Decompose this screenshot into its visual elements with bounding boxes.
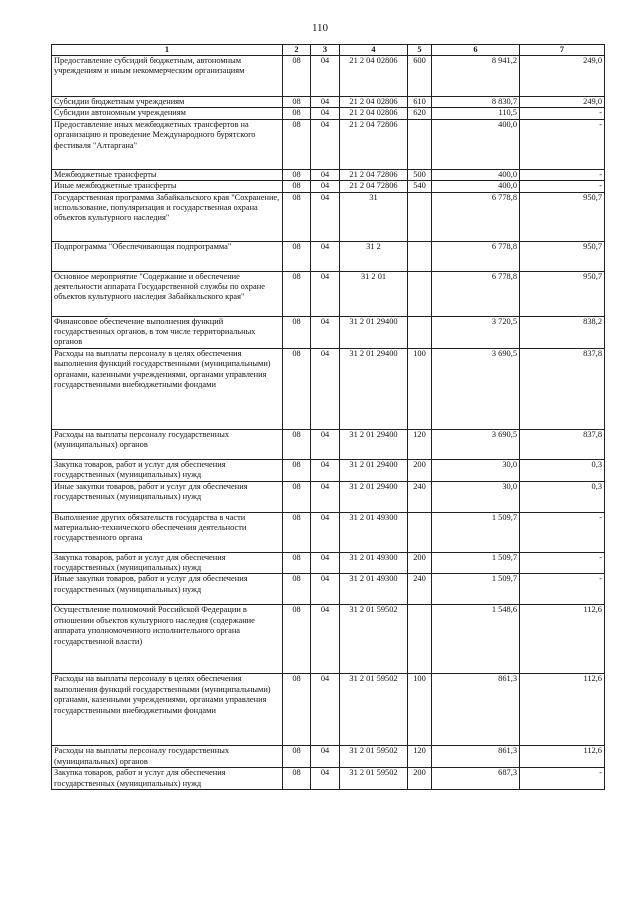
amount-secondary-cell: 0,3	[520, 459, 605, 481]
row-name-cell: Расходы на выплаты персоналу государственных (муниципальных) органов	[52, 746, 283, 768]
target-article-cell: 31 2 01 59502	[340, 605, 408, 674]
section-code-cell: 08	[283, 574, 311, 605]
row-name-cell: Закупка товаров, работ и услуг для обеспечения государственных (муниципальных) нужд	[52, 768, 283, 790]
expense-type-cell	[408, 241, 432, 271]
expense-type-cell: 100	[408, 674, 432, 746]
expense-type-cell: 620	[408, 108, 432, 119]
expense-type-cell	[408, 192, 432, 241]
amount-cell: 400,0	[432, 181, 520, 192]
amount-cell: 6 778,8	[432, 271, 520, 316]
table-row	[52, 768, 605, 790]
table-row	[52, 181, 605, 192]
amount-cell: 687,3	[432, 768, 520, 790]
table-row	[52, 429, 605, 459]
section-code-cell: 08	[283, 181, 311, 192]
row-name-cell: Закупка товаров, работ и услуг для обеспечения государственных (муниципальных) нужд	[52, 552, 283, 574]
expense-type-cell: 100	[408, 348, 432, 429]
row-name-cell: Предоставление иных межбюджетных трансфертов на организацию и проведение Международного бурятского фестиваля "Алтаргана"	[52, 119, 283, 169]
amount-cell: 1 509,7	[432, 574, 520, 605]
table-row	[52, 271, 605, 316]
table-row	[52, 605, 605, 674]
target-article-cell: 31 2 01 29400	[340, 348, 408, 429]
expense-type-cell: 200	[408, 768, 432, 790]
amount-cell: 861,3	[432, 674, 520, 746]
amount-secondary-cell: 112,6	[520, 605, 605, 674]
section-code-cell: 08	[283, 108, 311, 119]
target-article-cell: 21 2 04 02806	[340, 108, 408, 119]
amount-secondary-cell: 249,0	[520, 97, 605, 108]
row-name-cell: Выполнение других обязательств государства в части материально-технического обеспечения деятельности государственного органа	[52, 512, 283, 552]
table-row	[52, 192, 605, 241]
expense-type-cell	[408, 119, 432, 169]
expense-type-cell: 600	[408, 56, 432, 97]
subsection-code-cell: 04	[311, 241, 340, 271]
amount-secondary-cell: -	[520, 169, 605, 180]
section-code-cell: 08	[283, 192, 311, 241]
table-row	[52, 108, 605, 119]
section-code-cell: 08	[283, 169, 311, 180]
row-name-cell: Предоставление субсидий бюджетным, автономным учреждениям и иным некоммерческим организациям	[52, 56, 283, 97]
subsection-code-cell: 04	[311, 746, 340, 768]
amount-secondary-cell: 249,0	[520, 56, 605, 97]
subsection-code-cell: 04	[311, 97, 340, 108]
row-name-cell: Расходы на выплаты персоналу в целях обеспечения выполнения функций государственными (муниципальными) органами, казенными учреждениями, органами управления государственными внебюджетными фондами	[52, 348, 283, 429]
amount-secondary-cell: 950,7	[520, 192, 605, 241]
row-name-cell: Иные межбюджетные трансферты	[52, 181, 283, 192]
table-row	[52, 459, 605, 481]
amount-cell: 3 720,5	[432, 316, 520, 348]
amount-cell: 6 778,8	[432, 192, 520, 241]
section-code-cell: 08	[283, 119, 311, 169]
amount-cell: 8 830,7	[432, 97, 520, 108]
table-row	[52, 241, 605, 271]
table-row	[52, 574, 605, 605]
amount-cell: 30,0	[432, 481, 520, 512]
table-row	[52, 316, 605, 348]
row-name-cell: Основное мероприятие "Содержание и обеспечение деятельности аппарата Государственной службы по охране объектов культурного наследия Забайкальского края"	[52, 271, 283, 316]
subsection-code-cell: 04	[311, 605, 340, 674]
amount-secondary-cell: 950,7	[520, 271, 605, 316]
amount-cell: 1 509,7	[432, 552, 520, 574]
section-code-cell: 08	[283, 459, 311, 481]
table-row	[52, 481, 605, 512]
subsection-code-cell: 04	[311, 169, 340, 180]
subsection-code-cell: 04	[311, 108, 340, 119]
subsection-code-cell: 04	[311, 271, 340, 316]
row-name-cell: Закупка товаров, работ и услуг для обеспечения государственных (муниципальных) нужд	[52, 459, 283, 481]
row-name-cell: Субсидии автономным учреждениям	[52, 108, 283, 119]
page-number: 110	[311, 22, 329, 34]
amount-secondary-cell: -	[520, 552, 605, 574]
target-article-cell: 31 2 01 29400	[340, 459, 408, 481]
target-article-cell: 21 2 04 02806	[340, 56, 408, 97]
section-code-cell: 08	[283, 605, 311, 674]
target-article-cell: 21 2 04 72806	[340, 119, 408, 169]
section-code-cell: 08	[283, 241, 311, 271]
target-article-cell: 31 2 01 59502	[340, 674, 408, 746]
section-code-cell: 08	[283, 429, 311, 459]
row-name-cell: Осуществление полномочий Российской Федерации в отношении объектов культурного наследия (содержание аппарата уполномоченного исполнительного органа государственной власти)	[52, 605, 283, 674]
expense-type-cell: 500	[408, 169, 432, 180]
subsection-code-cell: 04	[311, 574, 340, 605]
subsection-code-cell: 04	[311, 768, 340, 790]
table-row	[52, 97, 605, 108]
table-row	[52, 512, 605, 552]
section-code-cell: 08	[283, 552, 311, 574]
target-article-cell: 31 2	[340, 241, 408, 271]
row-name-cell: Иные закупки товаров, работ и услуг для обеспечения государственных (муниципальных) нужд	[52, 481, 283, 512]
amount-cell: 861,3	[432, 746, 520, 768]
section-code-cell: 08	[283, 316, 311, 348]
subsection-code-cell: 04	[311, 459, 340, 481]
target-article-cell: 31 2 01 49300	[340, 552, 408, 574]
expense-type-cell: 200	[408, 552, 432, 574]
section-code-cell: 08	[283, 746, 311, 768]
table-row	[52, 674, 605, 746]
table-row	[52, 746, 605, 768]
table-row	[52, 119, 605, 169]
target-article-cell: 21 2 04 72806	[340, 169, 408, 180]
target-article-cell: 21 2 04 72806	[340, 181, 408, 192]
subsection-code-cell: 04	[311, 512, 340, 552]
subsection-code-cell: 04	[311, 316, 340, 348]
section-code-cell: 08	[283, 768, 311, 790]
expense-type-cell: 240	[408, 481, 432, 512]
target-article-cell: 31	[340, 192, 408, 241]
subsection-code-cell: 04	[311, 481, 340, 512]
section-code-cell: 08	[283, 97, 311, 108]
amount-cell: 6 778,8	[432, 241, 520, 271]
table-header-row	[52, 45, 605, 56]
amount-secondary-cell: -	[520, 512, 605, 552]
expense-type-cell: 540	[408, 181, 432, 192]
amount-secondary-cell: -	[520, 181, 605, 192]
section-code-cell: 08	[283, 674, 311, 746]
target-article-cell: 31 2 01 49300	[340, 512, 408, 552]
expense-type-cell	[408, 316, 432, 348]
row-name-cell: Межбюджетные трансферты	[52, 169, 283, 180]
amount-cell: 30,0	[432, 459, 520, 481]
section-code-cell: 08	[283, 481, 311, 512]
section-code-cell: 08	[283, 271, 311, 316]
target-article-cell: 31 2 01 29400	[340, 316, 408, 348]
section-code-cell: 08	[283, 56, 311, 97]
target-article-cell: 31 2 01	[340, 271, 408, 316]
expense-type-cell: 200	[408, 459, 432, 481]
expense-type-cell: 240	[408, 574, 432, 605]
amount-secondary-cell: 950,7	[520, 241, 605, 271]
subsection-code-cell: 04	[311, 429, 340, 459]
column-header: 4	[340, 45, 408, 56]
amount-secondary-cell: 837,8	[520, 348, 605, 429]
amount-secondary-cell: 112,6	[520, 746, 605, 768]
column-header: 7	[520, 45, 605, 56]
table-body	[52, 56, 605, 790]
amount-secondary-cell: -	[520, 108, 605, 119]
amount-cell: 3 690,5	[432, 348, 520, 429]
expense-type-cell	[408, 605, 432, 674]
column-header: 2	[283, 45, 311, 56]
target-article-cell: 31 2 01 29400	[340, 481, 408, 512]
expense-type-cell	[408, 271, 432, 316]
table-row	[52, 552, 605, 574]
amount-cell: 110,5	[432, 108, 520, 119]
amount-secondary-cell: -	[520, 768, 605, 790]
table-row	[52, 348, 605, 429]
amount-cell: 1 509,7	[432, 512, 520, 552]
amount-cell: 1 548,6	[432, 605, 520, 674]
budget-table	[51, 44, 605, 790]
table-row	[52, 169, 605, 180]
expense-type-cell	[408, 512, 432, 552]
target-article-cell: 21 2 04 02806	[340, 97, 408, 108]
amount-secondary-cell: 837,8	[520, 429, 605, 459]
row-name-cell: Субсидии бюджетным учреждениям	[52, 97, 283, 108]
row-name-cell: Иные закупки товаров, работ и услуг для обеспечения государственных (муниципальных) нужд	[52, 574, 283, 605]
row-name-cell: Подпрограмма "Обеспечивающая подпрограмма"	[52, 241, 283, 271]
target-article-cell: 31 2 01 29400	[340, 429, 408, 459]
amount-secondary-cell: -	[520, 119, 605, 169]
target-article-cell: 31 2 01 59502	[340, 768, 408, 790]
amount-cell: 400,0	[432, 119, 520, 169]
row-name-cell: Расходы на выплаты персоналу в целях обеспечения выполнения функций государственными (муниципальными) органами, казенными учреждениями, органами управления государственными внебюджетными фондами	[52, 674, 283, 746]
row-name-cell: Финансовое обеспечение выполнения функций государственных органов, в том числе территориальных органов	[52, 316, 283, 348]
column-header: 3	[311, 45, 340, 56]
row-name-cell: Государственная программа Забайкальского края "Сохранение, использование, популяризация и государственная охрана объектов культурного наследия"	[52, 192, 283, 241]
subsection-code-cell: 04	[311, 56, 340, 97]
column-header: 5	[408, 45, 432, 56]
amount-secondary-cell: -	[520, 574, 605, 605]
subsection-code-cell: 04	[311, 181, 340, 192]
subsection-code-cell: 04	[311, 192, 340, 241]
subsection-code-cell: 04	[311, 119, 340, 169]
target-article-cell: 31 2 01 49300	[340, 574, 408, 605]
expense-type-cell: 120	[408, 746, 432, 768]
section-code-cell: 08	[283, 512, 311, 552]
amount-secondary-cell: 0,3	[520, 481, 605, 512]
subsection-code-cell: 04	[311, 348, 340, 429]
column-header: 1	[52, 45, 283, 56]
table-row	[52, 56, 605, 97]
expense-type-cell: 120	[408, 429, 432, 459]
section-code-cell: 08	[283, 348, 311, 429]
subsection-code-cell: 04	[311, 674, 340, 746]
amount-cell: 3 690,5	[432, 429, 520, 459]
row-name-cell: Расходы на выплаты персоналу государственных (муниципальных) органов	[52, 429, 283, 459]
subsection-code-cell: 04	[311, 552, 340, 574]
amount-cell: 8 941,2	[432, 56, 520, 97]
column-header: 6	[432, 45, 520, 56]
amount-secondary-cell: 838,2	[520, 316, 605, 348]
expense-type-cell: 610	[408, 97, 432, 108]
amount-secondary-cell: 112,6	[520, 674, 605, 746]
target-article-cell: 31 2 01 59502	[340, 746, 408, 768]
amount-cell: 400,0	[432, 169, 520, 180]
